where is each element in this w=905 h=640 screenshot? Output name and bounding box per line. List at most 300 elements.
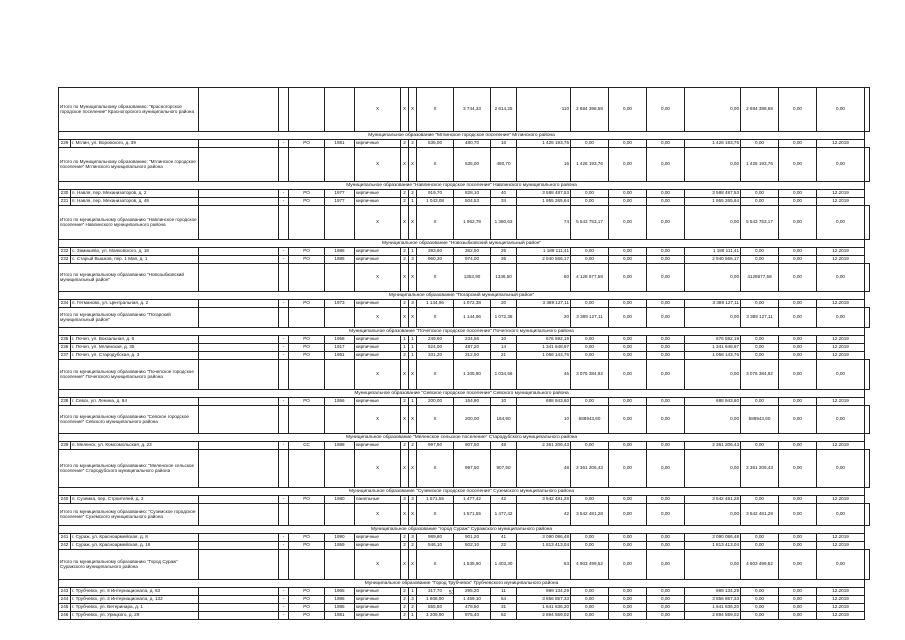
table-cell (199, 496, 279, 504)
table-cell: 1 426 193,76 (685, 140, 741, 148)
table-cell: 12.2019 (817, 588, 865, 596)
total-cell: 1 403,30 (491, 550, 517, 580)
address-cell: г. Мглин, ул. Воровского, д. 39 (71, 140, 199, 148)
table-cell: 0,00 (571, 596, 609, 604)
total-row (59, 206, 870, 240)
total-cell: 0,00 (779, 360, 817, 390)
table-cell: 393,60 (417, 248, 454, 256)
total-cell: X (355, 206, 401, 240)
total-cell: X (417, 264, 454, 292)
table-row (59, 588, 870, 596)
table-cell: 0,00 (647, 612, 685, 620)
table-cell: 688 943,60 (517, 398, 571, 406)
table-cell: 62 (491, 612, 517, 620)
table-cell: 3 856 857,33 (517, 596, 571, 604)
table-cell: 3 389 127,11 (685, 300, 741, 308)
table-cell: 1 341 648,97 (517, 344, 571, 352)
table-cell: - (279, 256, 289, 264)
table-cell: 239 (59, 442, 71, 450)
table-cell: 502,10 (454, 542, 491, 550)
table-cell: 232 (59, 248, 71, 256)
table-cell: 676 592,19 (685, 336, 741, 344)
table-row (59, 344, 870, 352)
total-cell: 74 (517, 206, 571, 240)
table-cell: 2 (401, 534, 409, 542)
total-cell: 535,00 (454, 148, 491, 182)
table-cell: 48 (491, 442, 517, 450)
table-row (59, 398, 870, 406)
total-cell (279, 550, 289, 580)
total-cell (865, 504, 870, 526)
table-cell: 42 (491, 496, 517, 504)
table-cell: 0,00 (741, 248, 779, 256)
table-cell: 0,00 (741, 352, 779, 360)
table-cell: 200,00 (417, 398, 454, 406)
table-cell: 0,00 (609, 344, 647, 352)
section-title: Муниципальное образование "город Сураж" Суражского муниципального района (59, 526, 865, 534)
total-cell: X (417, 450, 454, 488)
table-cell: 1 813 413,04 (685, 542, 741, 550)
table-cell: 12.2019 (817, 248, 865, 256)
total-cell: X (417, 550, 454, 580)
table-cell: - (279, 604, 289, 612)
total-cell: X (401, 360, 409, 390)
total-cell: 0,00 (779, 504, 817, 526)
total-cell (325, 406, 355, 434)
section-title: Муниципальное образование "Почепское городское поселение" Почепского муниципального района (59, 328, 865, 336)
table-cell: кирпичные (355, 352, 401, 360)
table-cell: PO (289, 352, 325, 360)
section-title: Муниципальное образование "Мглинское городское поселение" Мглинского района (59, 132, 865, 140)
total-cell (289, 550, 325, 580)
table-cell (199, 612, 279, 620)
table-cell (199, 344, 279, 352)
table-cell: 1 188 111,41 (685, 248, 741, 256)
table-cell: 2 894 559,02 (685, 612, 741, 620)
table-cell (199, 398, 279, 406)
table-cell: 2 (401, 352, 409, 360)
table-cell: 12.2019 (817, 300, 865, 308)
table-cell: 0,00 (609, 612, 647, 620)
table-cell: кирпичные (355, 442, 401, 450)
table-cell: 0,00 (609, 596, 647, 604)
total-cell (279, 450, 289, 488)
table-cell: 0,00 (609, 604, 647, 612)
section-row (59, 434, 870, 442)
table-cell: 1973 (325, 300, 355, 308)
table-row (59, 496, 870, 504)
total-cell: 0,00 (647, 450, 685, 488)
total-cell (279, 264, 289, 292)
total-cell (199, 450, 279, 488)
table-cell: 0,00 (609, 442, 647, 450)
table-cell: 54 (491, 596, 517, 604)
total-cell: 42 (517, 504, 571, 526)
total-cell: X (355, 148, 401, 182)
table-cell: 20 (491, 300, 517, 308)
address-cell: г. Почеп, ул. Стародубская, д. 3 (71, 352, 199, 360)
address-cell: п. Суземка, пер. Строителей, д. 3 (71, 496, 199, 504)
total-cell: 2 614,25 (491, 88, 517, 132)
table-cell: PO (289, 604, 325, 612)
total-cell: 3 389 127,11 (571, 308, 609, 328)
total-cell: 1 144,96 (454, 308, 491, 328)
table-cell: 0,00 (779, 612, 817, 620)
table-cell: 0,00 (779, 248, 817, 256)
total-cell (289, 504, 325, 526)
table-cell: 0,00 (647, 604, 685, 612)
total-cell: X (401, 264, 409, 292)
total-cell (199, 360, 279, 390)
total-cell: 0,00 (609, 360, 647, 390)
total-cell (325, 450, 355, 488)
total-cell: 480,70 (491, 148, 517, 182)
total-cell: 0,00 (647, 264, 685, 292)
total-cell (865, 360, 870, 390)
table-cell: 2 (401, 190, 409, 198)
table-cell: 245 (59, 604, 71, 612)
total-cell (865, 308, 870, 328)
table-cell: 21 (491, 352, 517, 360)
total-cell: X (417, 148, 454, 182)
total-cell: 688943,60 (741, 406, 779, 434)
section-row (59, 182, 870, 190)
table-cell: 688 943,60 (685, 398, 741, 406)
total-cell (199, 550, 279, 580)
total-cell: 0,00 (685, 264, 741, 292)
table-cell (199, 542, 279, 550)
table-row (59, 140, 870, 148)
table-cell: 12.2019 (817, 256, 865, 264)
table-cell: 1 (409, 398, 417, 406)
total-cell: 0,00 (817, 406, 865, 434)
total-cell: 0,00 (817, 450, 865, 488)
table-cell: 676 592,19 (517, 336, 571, 344)
table-cell: 0,00 (571, 256, 609, 264)
table-cell: 1 (409, 344, 417, 352)
table-cell: 41 (491, 534, 517, 542)
table-cell: 3 588 487,53 (517, 190, 571, 198)
table-cell: 0,00 (779, 352, 817, 360)
total-cell (279, 360, 289, 390)
table-cell: 16 (491, 140, 517, 148)
table-cell: 487,20 (454, 344, 491, 352)
table-cell: 0,00 (609, 496, 647, 504)
table-cell: 0,00 (779, 198, 817, 206)
total-cell: X (401, 148, 409, 182)
table-cell: 3 588 487,53 (685, 190, 741, 198)
table-cell: 230 (59, 190, 71, 198)
total-cell: 0,00 (817, 206, 865, 240)
total-row (59, 148, 870, 182)
table-cell: 1 058 143,76 (517, 352, 571, 360)
table-cell: 0,00 (779, 496, 817, 504)
total-cell: 0,00 (647, 360, 685, 390)
total-cell: X (355, 308, 401, 328)
total-cell: 0,00 (817, 360, 865, 390)
table-cell: PO (289, 190, 325, 198)
table-cell: 3 856 857,33 (685, 596, 741, 604)
total-cell: X (401, 450, 409, 488)
section-title: Муниципальное образование "Севское городское поселение" Севского муниципального района (59, 390, 865, 398)
total-cell: 1 477,42 (491, 504, 517, 526)
total-cell: 1 962,78 (454, 206, 491, 240)
table-cell: - (279, 140, 289, 148)
table-cell: 478,50 (454, 604, 491, 612)
section-row (59, 328, 870, 336)
total-cell (289, 360, 325, 390)
table-cell: 1959 (325, 542, 355, 550)
table-cell: 1 641 636,20 (685, 604, 741, 612)
table-cell: 504,53 (454, 198, 491, 206)
table-cell: 0,00 (571, 198, 609, 206)
table-cell: 3 (409, 300, 417, 308)
total-row (59, 504, 870, 526)
table-cell: 0,00 (609, 534, 647, 542)
total-cell: X (417, 88, 454, 132)
table-cell: 0,00 (609, 352, 647, 360)
total-cell: X (409, 360, 417, 390)
table-cell: 3 090 086,48 (517, 534, 571, 542)
total-label: Итого по муниципальному образованию "Почепское городское поселение" Почепского муниципального района (59, 360, 199, 390)
table-cell: 0,00 (647, 496, 685, 504)
total-cell (289, 88, 325, 132)
table-cell: 238 (59, 398, 71, 406)
table-cell: PO (289, 612, 325, 620)
table-cell: 0,00 (609, 336, 647, 344)
total-cell: 0,00 (817, 148, 865, 182)
table-cell (199, 588, 279, 596)
table-cell: кирпичные (355, 344, 401, 352)
total-cell: 0,00 (779, 88, 817, 132)
table-cell: 480,70 (454, 140, 491, 148)
table-cell (199, 248, 279, 256)
table-cell: 2 361 206,43 (685, 442, 741, 450)
total-cell (199, 206, 279, 240)
table-cell: 0,00 (741, 336, 779, 344)
table-cell (199, 198, 279, 206)
total-label: Итого по муниципальному образованию: "Меленское сельское поселение" Стародубского муниципального района (59, 450, 199, 488)
table-cell: 1985 (325, 604, 355, 612)
total-cell (279, 88, 289, 132)
table-cell: 546,10 (417, 542, 454, 550)
total-cell (199, 264, 279, 292)
table-cell: 25 (491, 248, 517, 256)
total-cell (199, 406, 279, 434)
table-cell: 0,00 (647, 442, 685, 450)
table-cell: 3 542 481,28 (517, 496, 571, 504)
address-cell: г. Почеп, ул. Вокзальная, д. 6 (71, 336, 199, 344)
table-cell: 0,00 (571, 248, 609, 256)
table-cell: 0,00 (647, 336, 685, 344)
total-cell: 1 571,55 (454, 504, 491, 526)
table-cell: панельные (355, 496, 401, 504)
total-cell: 3 076 384,92 (741, 360, 779, 390)
table-cell: 1 043,08 (417, 198, 454, 206)
table-cell: 0,00 (647, 190, 685, 198)
total-cell: 0,00 (779, 308, 817, 328)
table-cell: 0,00 (779, 588, 817, 596)
table-cell: 3 (401, 496, 409, 504)
total-cell: 3 076 384,92 (571, 360, 609, 390)
table-cell: 12.2019 (817, 198, 865, 206)
total-cell: 2 361 206,43 (741, 450, 779, 488)
total-cell: 0,00 (685, 550, 741, 580)
table-cell: 1 477,42 (454, 496, 491, 504)
table-cell: 0,00 (571, 352, 609, 360)
table-cell: 0,00 (779, 596, 817, 604)
table-cell: 0,00 (571, 190, 609, 198)
total-cell: 0,00 (779, 206, 817, 240)
table-cell: 243 (59, 588, 71, 596)
table-cell: 555,50 (417, 604, 454, 612)
table-cell: 12.2019 (817, 604, 865, 612)
table-cell: 0,00 (741, 496, 779, 504)
table-row (59, 534, 870, 542)
address-cell: г. Севск, ул. Ленина, д. 84 (71, 398, 199, 406)
total-cell: 0,00 (779, 148, 817, 182)
total-cell: X (401, 406, 409, 434)
table-cell: 1 469,10 (454, 596, 491, 604)
table-cell: 1 641 636,20 (517, 604, 571, 612)
table-cell: 2 (409, 542, 417, 550)
total-cell: 0,00 (817, 550, 865, 580)
table-cell: 907,50 (454, 442, 491, 450)
table-row (59, 542, 870, 550)
table-cell: 1977 (325, 198, 355, 206)
table-cell: 0,00 (779, 604, 817, 612)
total-cell (199, 88, 279, 132)
table-cell (199, 534, 279, 542)
total-label: Итого по муниципальному образованию: "Суземское городское поселение" Суземского муниципального района (59, 504, 199, 526)
address-cell: г. Почеп, ул. Мглинская, д. 35 (71, 344, 199, 352)
total-cell (865, 206, 870, 240)
total-cell: 907,50 (491, 450, 517, 488)
total-cell: X (355, 450, 401, 488)
total-cell: X (409, 550, 417, 580)
address-cell: г. Трубчевск, ул. Ветеринара, д. 1 (71, 604, 199, 612)
table-cell: 1965 (325, 588, 355, 596)
total-cell: 0,00 (685, 88, 741, 132)
total-cell: 0,00 (817, 88, 865, 132)
table-cell: - (279, 336, 289, 344)
total-cell: 4 128 677,58 (571, 264, 609, 292)
table-cell (199, 140, 279, 148)
section-title: Муниципальное образование "Меленское сельское поселение" Стародубского муниципального района (59, 434, 865, 442)
table-cell: кирпичные (355, 256, 401, 264)
total-cell (325, 264, 355, 292)
section-title: Муниципальное образование "Навлинское городское поселение" Навлинского муниципального района (59, 182, 865, 190)
total-cell: 16 (517, 148, 571, 182)
total-cell: X (409, 206, 417, 240)
table-cell: - (279, 442, 289, 450)
total-label: Итого по муниципальному образованию "Навлинское городское поселение" Навлинского муниципального района (59, 206, 199, 240)
total-label: Итого по муниципальному образованию "Севское городское поселение" Севского муниципального района (59, 406, 199, 434)
table-cell: 234,56 (454, 336, 491, 344)
table-cell: 0,00 (647, 140, 685, 148)
total-cell: 20 (517, 308, 571, 328)
total-label: Итого по муниципальному образованию "Город Сураж" Суражского муниципального района (59, 550, 199, 580)
table-cell: 0,00 (609, 542, 647, 550)
total-cell: 0,00 (647, 504, 685, 526)
table-cell: 3 (409, 534, 417, 542)
total-cell: 0,00 (685, 450, 741, 488)
table-cell: 1 209,90 (417, 612, 454, 620)
table-cell (199, 442, 279, 450)
table-cell: 0,00 (609, 398, 647, 406)
table-cell: 12.2019 (817, 336, 865, 344)
total-cell: 2 684 398,58 (741, 88, 779, 132)
table-cell: кирпичные (355, 604, 401, 612)
table-cell (199, 300, 279, 308)
table-cell: 2 (409, 604, 417, 612)
table-cell: PO (289, 534, 325, 542)
table-cell: кирпичные (355, 336, 401, 344)
table-cell: 1980 (325, 496, 355, 504)
total-cell (199, 504, 279, 526)
table-cell: - (279, 352, 289, 360)
total-cell (865, 148, 870, 182)
total-cell: X (409, 308, 417, 328)
table-cell: 35 (491, 256, 517, 264)
table-cell: 1 (409, 588, 417, 596)
table-cell: 1 (409, 198, 417, 206)
table-cell: 2 (401, 300, 409, 308)
table-cell: 12.2019 (817, 612, 865, 620)
total-cell: 5 543 753,17 (571, 206, 609, 240)
table-cell: 12.2019 (817, 542, 865, 550)
total-cell: 0,00 (609, 264, 647, 292)
table-cell: 0,00 (741, 596, 779, 604)
table-cell: 0,00 (741, 256, 779, 264)
table-row (59, 596, 870, 604)
housing-program-table (58, 87, 870, 620)
table-cell: 0,00 (741, 344, 779, 352)
total-cell (325, 206, 355, 240)
total-cell: 3 542 481,28 (741, 504, 779, 526)
total-label: Итого по Муниципальному образованию: "Мглинское городское поселение" Мглинского муниципального района (59, 148, 199, 182)
table-cell: - (279, 612, 289, 620)
table-cell: 2 (401, 442, 409, 450)
total-cell: 0,00 (647, 406, 685, 434)
total-row (59, 264, 870, 292)
address-cell: с. Замишево, ул. Маяковского, д. 18 (71, 248, 199, 256)
total-cell: X (409, 504, 417, 526)
table-cell: 0,00 (779, 442, 817, 450)
table-cell: 12.2019 (817, 140, 865, 148)
total-cell (279, 504, 289, 526)
total-cell: X (355, 550, 401, 580)
address-cell: г. Сураж, ул. Красноармейская, д. 16 (71, 542, 199, 550)
total-cell: 0,00 (779, 406, 817, 434)
section-row (59, 488, 870, 496)
total-cell: 3 389 127,11 (741, 308, 779, 328)
table-cell (199, 596, 279, 604)
total-cell (279, 148, 289, 182)
table-cell: - (279, 398, 289, 406)
table-cell: 10 (491, 336, 517, 344)
table-cell: 0,00 (741, 612, 779, 620)
total-cell (865, 550, 870, 580)
table-cell: 0,00 (741, 604, 779, 612)
total-cell: 3 542 481,28 (571, 504, 609, 526)
table-cell: 0,00 (647, 198, 685, 206)
table-cell: 1985 (325, 256, 355, 264)
total-cell (865, 450, 870, 488)
address-cell: с. Старый Вышков, пер. 1 Мая, д. 1 (71, 256, 199, 264)
table-cell: 2 (401, 588, 409, 596)
table-cell: 229 (59, 140, 71, 148)
